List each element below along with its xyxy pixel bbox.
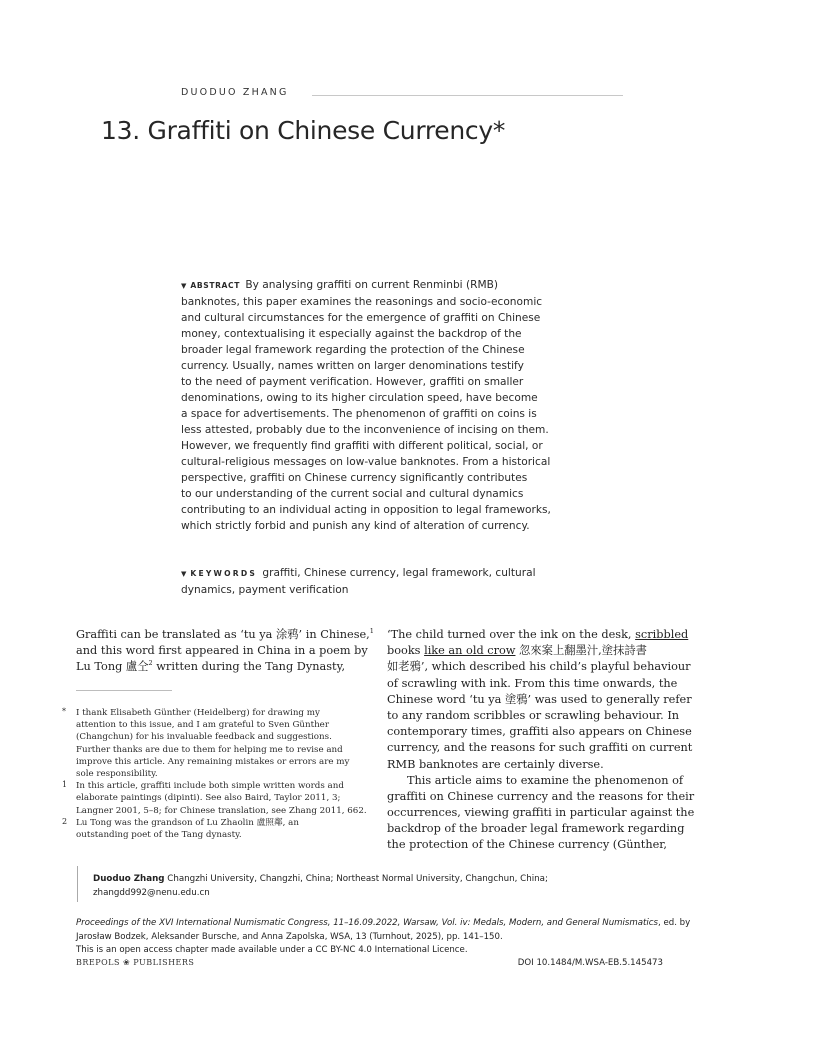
abstract-line: cultural-religious messages on low-value banknotes. From a historical (181, 456, 551, 468)
body-line: This article aims to examine the phenomenon of (407, 773, 684, 787)
abstract-line: broader legal framework regarding the protection of the Chinese (181, 344, 525, 356)
footnote-line: Lu Tong was the grandson of Lu Zhaolin 盧照鄰, an (76, 817, 299, 828)
body-line: occurrences, viewing graffiti in particular against the (387, 806, 695, 820)
footnote-ref[interactable]: 2 (148, 659, 153, 668)
abstract-line: contributing to an individual acting in opposition to legal frameworks, (181, 504, 551, 516)
footnote-line: In this article, graffiti include both simple written words and (76, 781, 344, 792)
affiliation-bar (77, 866, 78, 902)
footnote-ref[interactable]: 1 (369, 627, 374, 635)
footnote-line: attention to this issue, and I am grateful to Sven Günther (76, 720, 329, 731)
keywords-line (181, 565, 537, 582)
proceedings-line: Jarosław Bodzek, Aleksander Bursche, and Anna Zapolska, WSA, 13 (Turnhout, 2025), pp. 141–150. (76, 931, 503, 942)
doi-link[interactable]: DOI 10.1484/M.WSA-EB.5.145473 (517, 958, 663, 968)
author-name: DUODUO ZHANG (181, 87, 289, 98)
body-line: and this word first appeared in China in a poem by (76, 644, 368, 658)
abstract-line: and cultural circumstances for the emergence of graffiti on Chinese (181, 312, 541, 324)
footnote (62, 780, 367, 817)
footnote-line: (Changchun) for his invaluable feedback and suggestions. (76, 732, 332, 743)
triangle-icon: ▼ (181, 570, 187, 578)
abstract-text: By analysing graffiti on current Renminbi (RMB) (245, 279, 499, 291)
body-line: backdrop of the broader legal framework regarding (387, 822, 685, 836)
abstract-line (181, 277, 537, 294)
body-line: RMB banknotes are certainly diverse. (387, 757, 604, 771)
body-line: Graffiti can be translated as ‘tu ya 涂鸦’ in Chinese,$^1$ (76, 627, 374, 641)
body-line: contemporary times, graffiti also appears on Chinese (387, 725, 692, 739)
body-line: currency, and the reasons for such graffiti on current (387, 741, 693, 755)
footnote-line: outstanding poet of the Tang dynasty. (76, 829, 242, 840)
abstract-line: However, we frequently find graffiti with different political, social, or (181, 440, 543, 452)
abstract (181, 277, 551, 534)
abstract-line: to the need of payment verification. However, graffiti on smaller (181, 376, 524, 388)
body-line: 如老鴉’, which described his child’s playful behaviour (387, 660, 691, 674)
footnote-line: elaborate paintings (dipinti). See also Baird, Taylor 2011, 3; (76, 793, 341, 804)
proceedings-line: Proceedings of the XVI International Numismatic Congress, 11–16.09.2022, Warsaw, Vol. iv: Medals, Modern, and General Numismatics, ed. by (76, 918, 691, 928)
footnote-line: improve this article. Any remaining mistakes or errors are my (76, 756, 350, 767)
triangle-icon: ▼ (181, 282, 187, 290)
affiliation (93, 872, 548, 900)
footnote-line: I thank Elisabeth Günther (Heidelberg) for drawing my (76, 708, 320, 718)
footnote-line: Further thanks are due to them for helping me to revise and (76, 744, 343, 755)
abstract-line: perspective, graffiti on Chinese currency significantly contributes (181, 472, 528, 484)
body-line: Lu Tong 盧仝$^2$ written during the Tang Dynasty, (76, 659, 346, 674)
footnote-marker: 1 (62, 780, 68, 790)
body-line: Chinese word ‘tu ya 塗鴉’ was used to generally refer (387, 692, 692, 706)
author-bold-name: Duoduo Zhang (93, 874, 165, 884)
body-line: books like an old crow 忽來案上翻墨汁,塗抹詩書 (387, 644, 647, 658)
abstract-line: which strictly forbid and punish any kind of alteration of currency. (181, 520, 530, 532)
body-line: ‘The child turned over the ink on the desk, scribbled (387, 628, 689, 641)
abstract-line: money, contextualising it especially against the backdrop of the (181, 328, 522, 340)
footnote-line: Langner 2001, 5–8; for Chinese translation, see Zhang 2011, 662. (76, 805, 367, 816)
body-line: the protection of the Chinese currency (Günther, (387, 838, 668, 852)
keywords (181, 565, 537, 598)
abstract-line: currency. Usually, names written on larger denominations testify (181, 360, 524, 372)
body-line: of scrawling with ink. From this time onwards, the (387, 676, 678, 690)
body-line: graffiti on Chinese currency and the reasons for their (387, 789, 695, 803)
body-line: to any random scribbles or scrawling behaviour. In (387, 708, 680, 722)
affiliation-line: Duoduo Zhang Changzhi University, Changzhi, China; Northeast Normal University, Changchun, China; (93, 874, 548, 884)
author-email[interactable]: zhangdd992@nenu.edu.cn (93, 888, 210, 898)
publisher-logo: BREPOLS ❀ PUBLISHERS (76, 958, 195, 967)
footnote-rule (76, 690, 172, 691)
body-column-left (76, 627, 374, 676)
footnote (62, 817, 362, 841)
keywords-text: graffiti, Chinese currency, legal framework, cultural (262, 567, 536, 579)
chapter-title: 13. Graffiti on Chinese Currency* (101, 116, 506, 145)
abstract-line: to our understanding of the current social and cultural dynamics (181, 488, 524, 500)
abstract-line: denominations, owing to its higher circulation speed, have become (181, 392, 538, 404)
header-rule (312, 95, 623, 96)
license-line: This is an open access chapter made available under a CC BY-NC 4.0 International Licence. (76, 945, 468, 955)
abstract-line: banknotes, this paper examines the reasonings and socio-economic (181, 296, 543, 308)
footnote (62, 707, 362, 780)
body-column-right (387, 627, 694, 854)
footnote-marker: 2 (62, 816, 68, 826)
abstract-label: ABSTRACT (190, 281, 240, 290)
footnotes (62, 707, 367, 841)
abstract-line: less attested, probably due to the inconvenience of incising on them. (181, 424, 549, 436)
footnote-marker: * (62, 707, 66, 716)
footnote-line: sole responsibility. (76, 768, 158, 779)
keywords-line: dynamics, payment verification (181, 584, 349, 596)
keywords-label: KEYWORDS (190, 569, 258, 578)
proceedings-citation (76, 917, 690, 958)
abstract-line: a space for advertisements. The phenomenon of graffiti on coins is (181, 408, 537, 420)
